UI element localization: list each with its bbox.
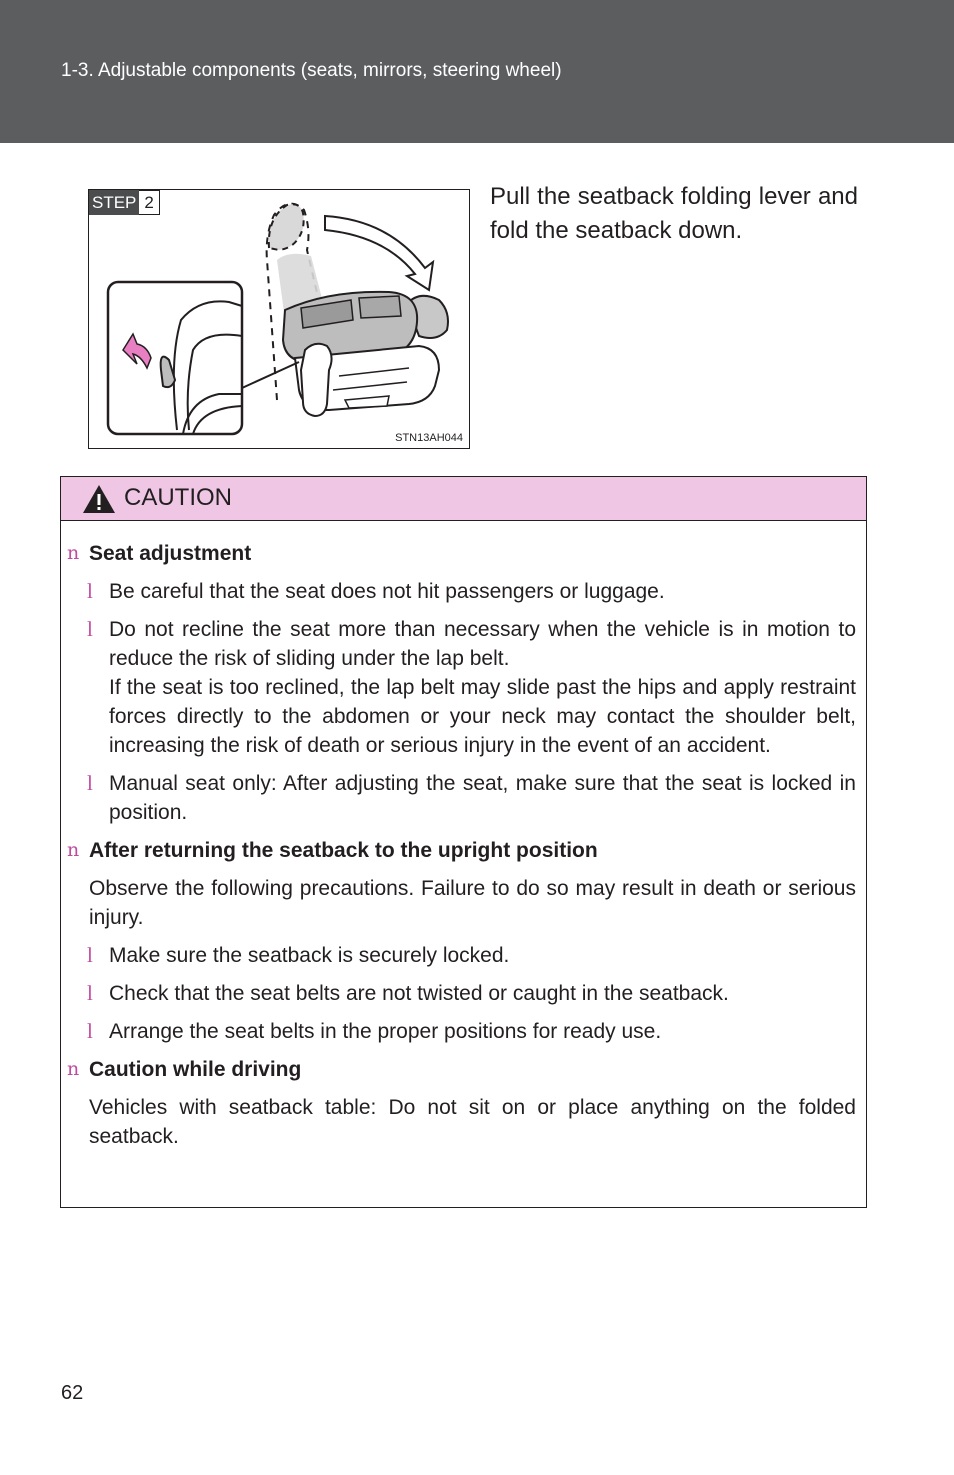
page-header [0,0,954,143]
list-item [67,615,856,760]
page-number: 62 [61,1382,84,1404]
item-bullet: l [87,579,93,603]
section-intro: Vehicles with seatback table: Do not sit on or place anything on the folded seatback. [89,1096,856,1148]
item-bullet: l [87,1019,93,1043]
item-text: Check that the seat belts are not twisted or caught in the seatback. [109,982,729,1005]
section-intro: Observe the following precautions. Failure to do so may result in death or serious injury. [89,877,856,929]
caution-header [61,477,866,521]
illustration-figure [88,189,470,449]
list-item [67,769,856,827]
list-item [67,1017,856,1046]
caution-body [61,521,866,1160]
item-bullet: l [87,617,93,641]
caution-box [60,476,867,1208]
list-item [67,979,856,1008]
figure-code: STN13AH044 [395,432,463,444]
section-heading-text: Caution while driving [89,1058,302,1081]
item-bullet: l [87,943,93,967]
seat-fold-illustration [89,190,470,449]
item-text: Make sure the seatback is securely locked. [109,944,510,967]
item-bullet: l [87,771,93,795]
item-text: Be careful that the seat does not hit passengers or luggage. [109,580,665,603]
section-heading [67,836,856,865]
step-instruction: Pull the seatback folding lever and fold the seatback down. [490,183,858,244]
section-heading-text: After returning the seatback to the upright position [89,839,598,862]
step-label: STEP [89,190,139,215]
list-item [67,577,856,606]
caution-title: CAUTION [124,484,232,511]
section-bullet: n [67,839,80,861]
item-bullet: l [87,981,93,1005]
section-heading [67,1055,856,1084]
section-heading-text: Seat adjustment [89,542,252,565]
section-title: 1-3. Adjustable components (seats, mirrors, steering wheel) [61,60,562,81]
section-bullet: n [67,1058,80,1080]
section-heading [67,539,856,568]
step-number: 2 [139,190,159,215]
list-item [67,941,856,970]
item-text: Do not recline the seat more than necessary when the vehicle is in motion to reduce the risk of sliding under the lap belt. [109,618,856,670]
step-badge [89,190,160,215]
item-text-continued: If the seat is too reclined, the lap belt may slide past the hips and apply restraint forces directly to the abdomen or your neck may contact the shoulder belt, increasing the risk of death or serious injury in the event of an accident. [109,676,856,757]
section-bullet: n [67,542,80,564]
item-text: Arrange the seat belts in the proper positions for ready use. [109,1020,662,1043]
warning-triangle-icon [81,483,117,515]
item-text: Manual seat only: After adjusting the seat, make sure that the seat is locked in position. [109,772,856,824]
